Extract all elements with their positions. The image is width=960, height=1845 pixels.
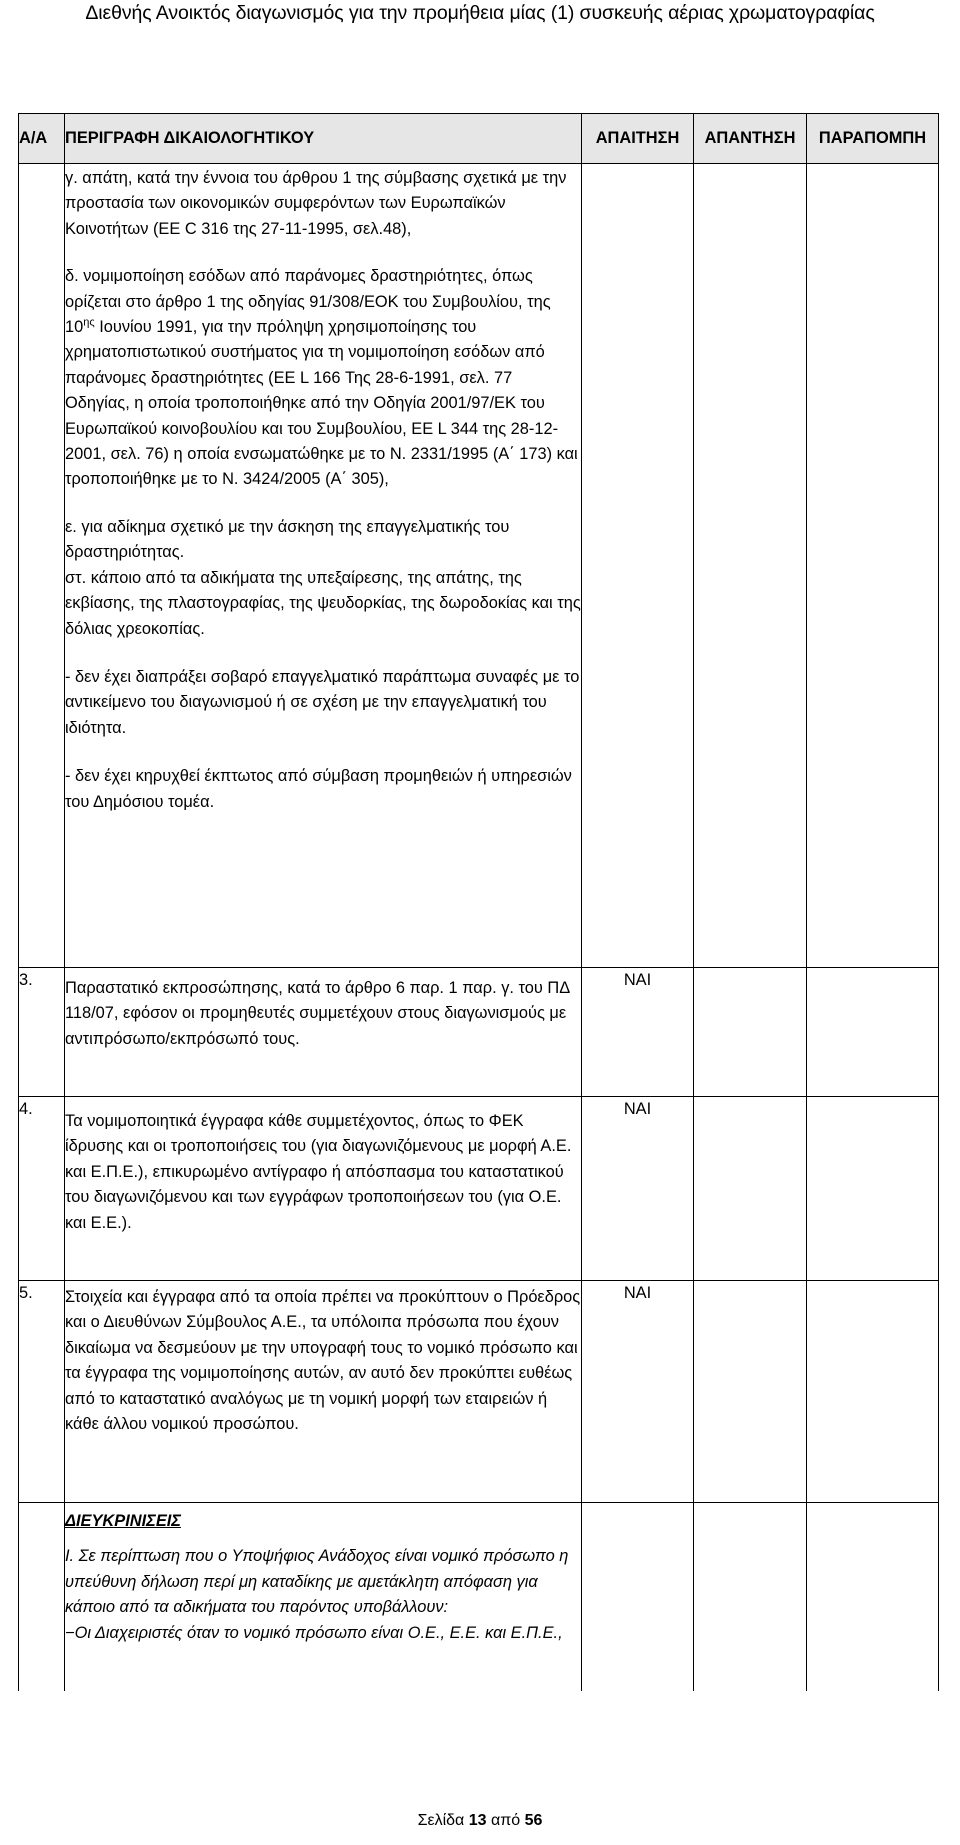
row-requirement: ΝΑΙ bbox=[582, 1097, 694, 1281]
clarification-paragraph: −Οι Διαχειριστές όταν το νομικό πρόσωπο είναι Ο.Ε., Ε.Ε. και Ε.Π.Ε., bbox=[65, 1623, 563, 1642]
bullet-forfeiture: - δεν έχει κηρυχθεί έκπτωτος από σύμβαση προμηθειών ή υπηρεσιών του Δημόσιου τομέα. bbox=[65, 767, 572, 811]
column-header-reference: ΠΑΡΑΠΟΜΠΗ bbox=[807, 114, 939, 164]
page-total: 56 bbox=[524, 1812, 543, 1829]
table-header-row bbox=[19, 114, 939, 164]
clarification-paragraph: Ι. Σε περίπτωση που ο Υποψήφιος Ανάδοχος είναι νομικό πρόσωπο η υπεύθυνη δήλωση περί μη καταδίκης με αμετάκλητη απόφαση για κάποιο από τα αδικήματα του παρόντος υποβάλλουν: bbox=[65, 1547, 569, 1617]
of-label: από bbox=[491, 1812, 521, 1829]
row-description: Στοιχεία και έγγραφα από τα οποία πρέπει να προκύπτουν ο Πρόεδρος και ο Διευθύνων Σύμβουλος Α.Ε., τα υπόλοιπα πρόσωπα που έχουν δικαίωμα να δεσμεύουν με την υπογραφή τους το νομικό πρόσωπο και τα έγγραφα της νομιμοποίησης αυτών, αν αυτό δεν προκύπτει ευθέως από το καταστατικό αναλόγως με τη νομική μορφή των εταιρειών ή κάθε άλλου νομικού προσώπου. bbox=[65, 1281, 582, 1503]
column-header-aa: Α/Α bbox=[19, 114, 65, 164]
document-header bbox=[0, 0, 960, 25]
row-number: 3. bbox=[19, 968, 65, 1097]
row-answer bbox=[694, 1097, 807, 1281]
reference-cell bbox=[807, 1503, 939, 1691]
page-label: Σελίδα bbox=[417, 1812, 465, 1829]
row-requirement: ΝΑΙ bbox=[582, 968, 694, 1097]
row-reference bbox=[807, 1097, 939, 1281]
page-number: 13 bbox=[468, 1812, 487, 1829]
table-row bbox=[19, 968, 939, 1097]
row-requirement: ΝΑΙ bbox=[582, 1281, 694, 1503]
bullet-misconduct: - δεν έχει διαπράξει σοβαρό επαγγελματικό παράπτωμα συναφές με το αντικείμενο του διαγωνισμού ή σε σχέση με την επαγγελματική του ιδιότητα. bbox=[65, 667, 580, 737]
table-row-clarifications bbox=[19, 1503, 939, 1691]
answer-cell bbox=[694, 164, 807, 968]
row-number: 5. bbox=[19, 1281, 65, 1503]
clause-d: δ. νομιμοποίηση εσόδων από παράνομες δραστηριότητες, όπως ορίζεται στο άρθρο 1 της οδηγίας 91/308/ΕΟΚ του Συμβουλίου, της $10^{\eta\varsigma}$ Ιουνίου 1991, για την πρόληψη χρησιμοποίησης του χρηματοπιστωτικού συστήματος για τη νομιμοποίηση εσόδων από παράνομες δραστηριότητες (ΕΕ L 166 Της 28-6-1991, σελ. 77 Οδηγίας, η οποία τροποποιήθηκε από την Οδηγία 2001/97/ΕΚ του Ευρωπαϊκού κοινοβουλίου και του Συμβουλίου, ΕΕ L 344 της 28-12-2001, σελ. 76) η οποία ενσωματώθηκε με το Ν. 2331/1995 (Α΄ 173) και τροποποιήθηκε με το Ν. 3424/2005 (Α΄ 305), bbox=[65, 267, 578, 489]
document-title: Διεθνής Ανοικτός διαγωνισμός για την προμήθεια μίας (1) συσκευής αέριας χρωματογραφίας bbox=[85, 2, 875, 24]
clause-g: γ. απάτη, κατά την έννοια του άρθρου 1 της σύμβασης σχετικά με την προστασία των οικονομικών συμφερόντων των Ευρωπαϊκών Κοινοτήτων (ΕΕ C 316 της 27-11-1995, σελ.48), bbox=[65, 169, 567, 238]
column-header-description: ΠΕΡΙΓΡΑΦΗ ΔΙΚΑΙΟΛΟΓΗΤΙΚΟΥ bbox=[65, 114, 582, 164]
row-number-cell bbox=[19, 164, 65, 968]
requirement-cell bbox=[582, 164, 694, 968]
row-description: Παραστατικό εκπροσώπησης, κατά το άρθρο 6 παρ. 1 παρ. γ. του ΠΔ 118/07, εφόσον οι προμηθευτές συμμετέχουν στους διαγωνισμούς με αντιπρόσωπο/εκπρόσωπό τους. bbox=[65, 968, 582, 1097]
row-answer bbox=[694, 968, 807, 1097]
reference-cell bbox=[807, 164, 939, 968]
table-row-continuation bbox=[19, 164, 939, 968]
clause-e: ε. για αδίκημα σχετικό με την άσκηση της επαγγελματικής του δραστηριότητας. bbox=[65, 517, 510, 562]
row-reference bbox=[807, 968, 939, 1097]
documents-table bbox=[18, 113, 939, 1691]
row-reference bbox=[807, 1281, 939, 1503]
row-number-cell bbox=[19, 1503, 65, 1691]
answer-cell bbox=[694, 1503, 807, 1691]
description-cell bbox=[65, 164, 582, 968]
clause-st: στ. κάποιο από τα αδικήματα της υπεξαίρεσης, της απάτης, της εκβίασης, της πλαστογραφίας, της ψευδορκίας, της δωροδοκίας και της δόλιας χρεοκοπίας. bbox=[65, 568, 581, 638]
row-answer bbox=[694, 1281, 807, 1503]
column-header-answer: ΑΠΑΝΤΗΣΗ bbox=[694, 114, 807, 164]
requirement-cell bbox=[582, 1503, 694, 1691]
column-header-requirement: ΑΠΑΙΤΗΣΗ bbox=[582, 114, 694, 164]
clarifications-cell bbox=[65, 1503, 582, 1691]
table-row bbox=[19, 1281, 939, 1503]
row-number: 4. bbox=[19, 1097, 65, 1281]
clarifications-heading: ΔΙΕΥΚΡΙΝΙΣΕΙΣ bbox=[65, 1512, 181, 1530]
row-description: Τα νομιμοποιητικά έγγραφα κάθε συμμετέχοντος, όπως το ΦΕΚ ίδρυσης και οι τροποποιήσεις του (για διαγωνιζόμενους με μορφή Α.Ε. και Ε.Π.Ε.), επικυρωμένο αντίγραφο ή απόσπασμα του καταστατικού του διαγωνιζόμενου και των εγγράφων τροποποιήσεων του (για Ο.Ε. και Ε.Ε.). bbox=[65, 1097, 582, 1281]
page-footer bbox=[0, 1812, 960, 1830]
table-row bbox=[19, 1097, 939, 1281]
